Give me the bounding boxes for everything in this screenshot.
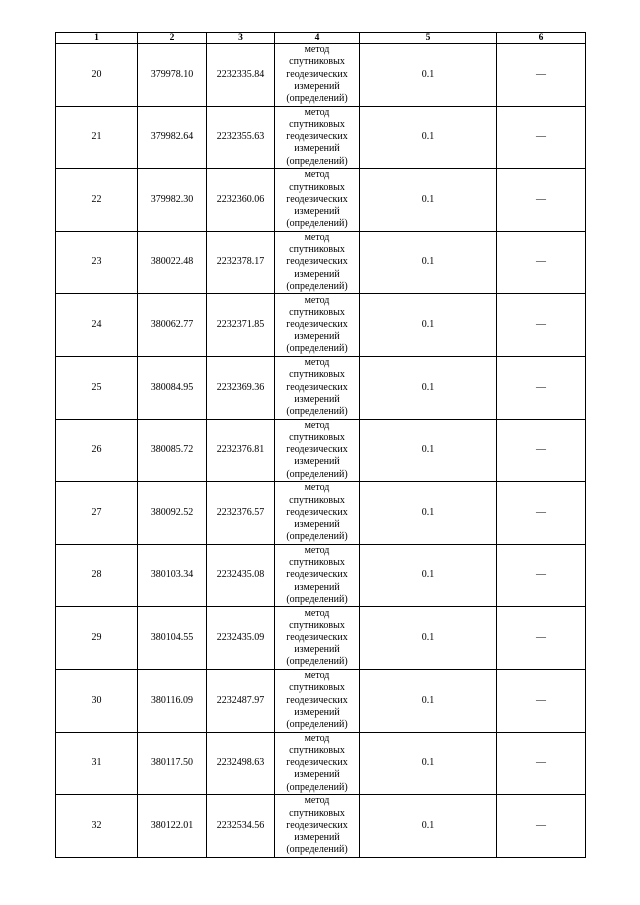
x-coordinate-cell: 380122.01 <box>138 795 207 858</box>
accuracy-cell: 0.1 <box>360 732 497 795</box>
accuracy-cell: 0.1 <box>360 419 497 482</box>
method-line: метод <box>304 795 330 807</box>
method-line: измерений <box>294 581 340 593</box>
method-line: (определений) <box>286 781 348 793</box>
point-number-cell: 21 <box>56 106 138 169</box>
method-cell <box>275 356 360 419</box>
table-row <box>56 294 586 357</box>
method-line: метод <box>304 607 330 619</box>
method-line: спутниковых <box>289 56 345 68</box>
method-cell <box>275 169 360 232</box>
point-number-cell: 27 <box>56 482 138 545</box>
description-cell: — <box>497 669 586 732</box>
description-cell: — <box>497 419 586 482</box>
point-number-cell: 23 <box>56 231 138 294</box>
point-number-cell: 28 <box>56 544 138 607</box>
x-coordinate-cell: 380085.72 <box>138 419 207 482</box>
method-line: (определений) <box>286 593 348 605</box>
table-row <box>56 795 586 858</box>
method-cell <box>275 669 360 732</box>
method-line: геодезических <box>286 819 348 831</box>
table-row <box>56 44 586 107</box>
y-coordinate-cell: 2232360.06 <box>207 169 275 232</box>
method-cell <box>275 106 360 169</box>
accuracy-cell: 0.1 <box>360 607 497 670</box>
point-number-cell: 20 <box>56 44 138 107</box>
method-cell <box>275 44 360 107</box>
method-cell <box>275 732 360 795</box>
description-cell: — <box>497 169 586 232</box>
method-line: измерений <box>294 519 340 531</box>
method-line: спутниковых <box>289 369 345 381</box>
method-line: измерений <box>294 268 340 280</box>
method-line: метод <box>304 419 330 431</box>
table-body <box>56 44 586 858</box>
accuracy-cell: 0.1 <box>360 231 497 294</box>
x-coordinate-cell: 380103.34 <box>138 544 207 607</box>
accuracy-cell: 0.1 <box>360 106 497 169</box>
table-row <box>56 419 586 482</box>
description-cell: — <box>497 231 586 294</box>
method-cell <box>275 231 360 294</box>
method-line: измерений <box>294 769 340 781</box>
y-coordinate-cell: 2232376.57 <box>207 482 275 545</box>
accuracy-cell: 0.1 <box>360 169 497 232</box>
method-line: (определений) <box>286 656 348 668</box>
method-line: измерений <box>294 331 340 343</box>
method-line: метод <box>304 294 330 306</box>
method-line: геодезических <box>286 444 348 456</box>
method-cell <box>275 419 360 482</box>
method-line: измерений <box>294 706 340 718</box>
method-line: спутниковых <box>289 244 345 256</box>
method-line: геодезических <box>286 319 348 331</box>
x-coordinate-cell: 379982.64 <box>138 106 207 169</box>
accuracy-cell: 0.1 <box>360 669 497 732</box>
method-line: геодезических <box>286 131 348 143</box>
method-line: спутниковых <box>289 181 345 193</box>
x-coordinate-cell: 380092.52 <box>138 482 207 545</box>
point-number-cell: 29 <box>56 607 138 670</box>
y-coordinate-cell: 2232435.08 <box>207 544 275 607</box>
method-line: (определений) <box>286 343 348 355</box>
method-line: спутниковых <box>289 619 345 631</box>
table-row <box>56 231 586 294</box>
y-coordinate-cell: 2232371.85 <box>207 294 275 357</box>
method-line: (определений) <box>286 531 348 543</box>
x-coordinate-cell: 379978.10 <box>138 44 207 107</box>
column-header-4: 4 <box>275 33 360 44</box>
point-number-cell: 22 <box>56 169 138 232</box>
method-line: (определений) <box>286 218 348 230</box>
column-header-5: 5 <box>360 33 497 44</box>
method-line: измерений <box>294 80 340 92</box>
method-line: измерений <box>294 644 340 656</box>
method-line: метод <box>304 169 330 181</box>
method-line: геодезических <box>286 68 348 80</box>
table-row <box>56 169 586 232</box>
method-cell <box>275 482 360 545</box>
y-coordinate-cell: 2232487.97 <box>207 669 275 732</box>
table-row <box>56 482 586 545</box>
coordinates-table <box>55 32 586 858</box>
method-line: спутниковых <box>289 745 345 757</box>
column-header-3: 3 <box>207 33 275 44</box>
method-line: метод <box>304 545 330 557</box>
y-coordinate-cell: 2232369.36 <box>207 356 275 419</box>
table-row <box>56 106 586 169</box>
description-cell: — <box>497 106 586 169</box>
method-line: метод <box>304 482 330 494</box>
column-header-1: 1 <box>56 33 138 44</box>
method-line: спутниковых <box>289 494 345 506</box>
method-line: спутниковых <box>289 306 345 318</box>
method-line: (определений) <box>286 155 348 167</box>
description-cell: — <box>497 356 586 419</box>
accuracy-cell: 0.1 <box>360 294 497 357</box>
accuracy-cell: 0.1 <box>360 795 497 858</box>
method-line: спутниковых <box>289 682 345 694</box>
point-number-cell: 32 <box>56 795 138 858</box>
accuracy-cell: 0.1 <box>360 482 497 545</box>
method-line: метод <box>304 44 330 56</box>
method-line: метод <box>304 106 330 118</box>
method-line: измерений <box>294 456 340 468</box>
method-cell <box>275 544 360 607</box>
method-line: измерений <box>294 393 340 405</box>
method-cell <box>275 607 360 670</box>
method-line: метод <box>304 670 330 682</box>
point-number-cell: 30 <box>56 669 138 732</box>
column-header-2: 2 <box>138 33 207 44</box>
method-line: (определений) <box>286 719 348 731</box>
accuracy-cell: 0.1 <box>360 544 497 607</box>
method-line: геодезических <box>286 632 348 644</box>
y-coordinate-cell: 2232435.09 <box>207 607 275 670</box>
method-line: измерений <box>294 206 340 218</box>
description-cell: — <box>497 544 586 607</box>
y-coordinate-cell: 2232335.84 <box>207 44 275 107</box>
method-cell <box>275 795 360 858</box>
method-line: спутниковых <box>289 432 345 444</box>
method-line: геодезических <box>286 757 348 769</box>
x-coordinate-cell: 380062.77 <box>138 294 207 357</box>
header-row <box>56 33 586 44</box>
method-line: геодезических <box>286 694 348 706</box>
accuracy-cell: 0.1 <box>360 44 497 107</box>
table-header <box>56 33 586 44</box>
x-coordinate-cell: 380084.95 <box>138 356 207 419</box>
column-header-6: 6 <box>497 33 586 44</box>
point-number-cell: 24 <box>56 294 138 357</box>
y-coordinate-cell: 2232355.63 <box>207 106 275 169</box>
x-coordinate-cell: 379982.30 <box>138 169 207 232</box>
y-coordinate-cell: 2232378.17 <box>207 231 275 294</box>
accuracy-cell: 0.1 <box>360 356 497 419</box>
method-line: спутниковых <box>289 557 345 569</box>
table-row <box>56 732 586 795</box>
method-line: (определений) <box>286 468 348 480</box>
y-coordinate-cell: 2232498.63 <box>207 732 275 795</box>
description-cell: — <box>497 482 586 545</box>
method-line: метод <box>304 357 330 369</box>
method-line: измерений <box>294 143 340 155</box>
method-line: (определений) <box>286 844 348 856</box>
x-coordinate-cell: 380117.50 <box>138 732 207 795</box>
point-number-cell: 25 <box>56 356 138 419</box>
method-line: спутниковых <box>289 807 345 819</box>
method-line: геодезических <box>286 193 348 205</box>
method-line: геодезических <box>286 569 348 581</box>
x-coordinate-cell: 380022.48 <box>138 231 207 294</box>
method-line: (определений) <box>286 93 348 105</box>
description-cell: — <box>497 607 586 670</box>
point-number-cell: 26 <box>56 419 138 482</box>
description-cell: — <box>497 732 586 795</box>
method-line: метод <box>304 732 330 744</box>
y-coordinate-cell: 2232534.56 <box>207 795 275 858</box>
method-line: (определений) <box>286 280 348 292</box>
table-row <box>56 356 586 419</box>
y-coordinate-cell: 2232376.81 <box>207 419 275 482</box>
description-cell: — <box>497 44 586 107</box>
x-coordinate-cell: 380104.55 <box>138 607 207 670</box>
point-number-cell: 31 <box>56 732 138 795</box>
method-line: спутниковых <box>289 119 345 131</box>
table-row <box>56 544 586 607</box>
method-line: геодезических <box>286 506 348 518</box>
method-line: (определений) <box>286 406 348 418</box>
method-line: геодезических <box>286 381 348 393</box>
table-row <box>56 669 586 732</box>
method-cell <box>275 294 360 357</box>
method-line: измерений <box>294 832 340 844</box>
x-coordinate-cell: 380116.09 <box>138 669 207 732</box>
table-row <box>56 607 586 670</box>
description-cell: — <box>497 795 586 858</box>
method-line: метод <box>304 232 330 244</box>
method-line: геодезических <box>286 256 348 268</box>
description-cell: — <box>497 294 586 357</box>
